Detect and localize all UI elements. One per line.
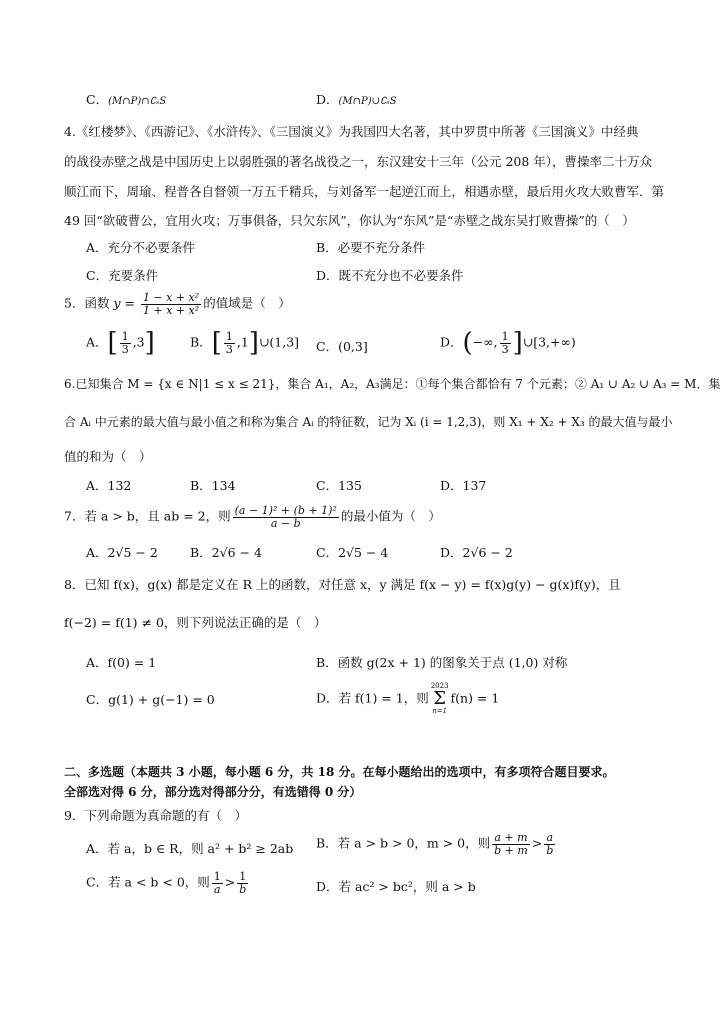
section-2-heading-line-2: 全部选对得 6 分，部分选对得部分分，有选错得 0 分） [64,785,362,799]
q5-option-a-rest: ,3 [132,334,145,350]
q5-suffix: 的值域是（ ） [203,295,291,311]
q5-option-b-label: B． [190,334,212,350]
q7-denominator: a − b [270,516,301,530]
q7-option-a: A．2√5 − 2 [86,545,158,560]
q5-option-d-pre: −∞, [472,334,498,350]
q5-option-d-label: D． [440,334,463,350]
q5-option-c-label: C． [316,339,339,354]
q4-line-2: 的战役赤壁之战是中国历史上以弱胜强的著名战役之一，东汉建安十三年（公元 208 年），曹操率二十万众 [64,154,653,169]
q9-option-b-num-2: a [544,832,555,845]
q5-option-b-right-bracket: ] [248,328,259,358]
q4-line-3: 顺江而下，周瑜、程普各自督领一万五千精兵，与刘备军一起逆江而上，相遇赤壁，最后用火攻大败曹军．第 [64,184,665,199]
q5-stem [64,292,291,316]
q8-option-d-sum [431,683,449,715]
q9-option-b-gt: > [531,835,543,851]
q9-option-b-num: a + m [492,832,530,845]
q9-option-b-prefix: B．若 a > b > 0，m > 0，则 [316,835,491,851]
q5-option-b-union: ∪(1,3] [258,334,300,350]
section-2-heading-line-1: 二、多选题（本题共 3 小题，每小题 6 分，共 18 分。在每小题给出的选项中，有多项符合题目要求。 [64,765,615,779]
q5-option-a-label: A． [86,334,108,350]
q9-option-b-fraction-2 [544,832,555,856]
q5-denominator: 1 + x + x² [142,303,200,317]
q3-option-d [316,93,397,108]
q4-line-1: 4.《红楼梦》、《西游记》、《水浒传》、《三国演义》为我国四大名著，其中罗贯中所著《三国演义》中经典 [64,124,639,139]
q6-line-1: 6.已知集合 M = {x ∈ N|1 ≤ x ≤ 21}，集合 A₁，A₂，A₃满足：①每个集合都恰有 7 个元素；② A₁ ∪ A₂ ∪ A₃ = M．集 [64,377,720,391]
q3-option-c-expr: (M∩P)∩∁ₛS [108,96,167,107]
q6-option-a: A．132 [86,478,132,493]
q8-option-c: C．g(1) + g(−1) = 0 [86,692,215,707]
q3-option-d-label: D． [316,92,339,107]
q9-option-c-num: 1 [213,870,221,883]
q5-y-eq: y = [113,295,135,311]
q5-option-d-left-paren: ( [462,328,473,358]
q8-sum-lower: n=1 [432,707,448,715]
q9-option-d: D．若 ac² > bc²，则 a > b [316,879,476,894]
q4-option-a: A．充分不必要条件 [86,240,196,255]
q6-line-3: 值的和为（ ） [64,449,152,464]
q7-option-c: C．2√5 − 4 [316,545,389,560]
q5-option-b-num: 1 [225,329,233,343]
q9-option-c-prefix: C．若 a < b < 0，则 [86,874,210,890]
q4-option-c: C．充要条件 [86,268,159,283]
q5-option-b-rest: ,1 [236,334,249,350]
q5-option-b-den: 3 [225,342,233,356]
q5-numerator: 1 − x + x² [142,291,200,304]
q8-line-2: f(−2) = f(1) ≠ 0，则下列说法正确的是（ ） [64,615,327,630]
q6-option-d: D．137 [440,478,487,493]
q5-option-d-union: ∪[3,+∞) [522,334,576,350]
q7-stem [64,505,441,529]
q6-option-b: B．134 [190,478,236,493]
q7-numerator: (a − 1)² + (b + 1)² [234,504,337,517]
q5-option-a [86,330,155,356]
q5-fraction [141,292,201,316]
q5-option-d-fraction [500,331,511,355]
q5-option-c [316,340,368,354]
q7-fraction [233,505,339,529]
q4-line-4: 49 回“欲破曹公，宜用火攻；万事俱备，只欠东风”，你认为“东风”是“赤壁之战东吴打败曹操”的（ ） [64,213,635,228]
q5-option-c-expr: (0,3] [338,339,368,354]
q9-option-c-fraction-2 [237,871,248,895]
q9-option-c-fraction-1 [212,871,223,895]
q8-sum-upper: 2023 [430,682,449,690]
q5-option-b-left-bracket: [ [211,328,222,358]
q8-line-1: 8．已知 f(x)，g(x) 都是定义在 R 上的函数，对任意 x，y 满足 f(x − y) = f(x)g(y) − g(x)f(y)，且 [64,577,621,592]
q3-option-c [86,93,166,108]
q8-option-b: B．函数 g(2x + 1) 的图象关于点 (1,0) 对称 [316,655,568,670]
q7-prefix: 7．若 a > b，且 ab = 2，则 [64,508,231,524]
q8-option-a: A．f(0) = 1 [86,655,157,670]
q5-option-d-right-bracket: ] [512,328,523,358]
q5-option-a-fraction [120,331,131,355]
q4-option-b: B．必要不充分条件 [316,240,426,255]
q9-option-c [86,871,250,895]
q9-option-c-gt: > [224,874,236,890]
q3-option-c-label: C． [86,92,109,107]
q8-option-d-prefix: D．若 f(1) = 1，则 [316,690,429,706]
q8-sum-sigma: Σ [433,688,446,709]
q5-option-a-left-bracket: [ [107,328,118,358]
q3-option-d-expr: (M∩P)∪∁ₛS [338,96,397,107]
q5-option-a-right-bracket: ] [144,328,155,358]
q9-option-b-den: b + m [494,843,528,857]
q5-option-d-num: 1 [501,329,509,343]
q9-option-c-den: a [214,882,221,896]
q6-option-c: C．135 [316,478,362,493]
q8-option-d [316,683,499,715]
q9-option-b-fraction-1 [492,832,530,856]
q5-option-d [440,330,576,356]
q5-prefix: 5．函数 [64,295,110,311]
q7-suffix: 的最小值为（ ） [340,508,441,524]
q7-option-d: D．2√6 − 2 [440,545,513,560]
q7-option-b: B．2√6 − 4 [190,545,262,560]
q6-line-2: 合 Aᵢ 中元素的最大值与最小值之和称为集合 Aᵢ 的特征数，记为 Xᵢ (i = 1,2,3)，则 X₁ + X₂ + X₃ 的最大值与最小 [64,415,673,429]
q5-option-a-num: 1 [121,329,129,343]
q8-option-d-suffix: f(n) = 1 [450,690,500,706]
q5-option-d-den: 3 [501,342,509,356]
q9-option-c-num-2: 1 [237,871,248,884]
q5-option-a-den: 3 [121,342,129,356]
q9-option-c-den-2: b [239,882,247,896]
q9-stem: 9．下列命题为真命题的有（ ） [64,808,247,823]
q4-option-d: D．既不充分也不必要条件 [316,268,464,283]
q5-option-b-fraction [224,331,235,355]
q9-option-b-den-2: b [546,843,554,857]
q9-option-a: A．若 a，b ∈ R，则 a² + b² ≥ 2ab [86,841,294,856]
q5-option-b [190,330,299,356]
q9-option-b [316,832,557,856]
